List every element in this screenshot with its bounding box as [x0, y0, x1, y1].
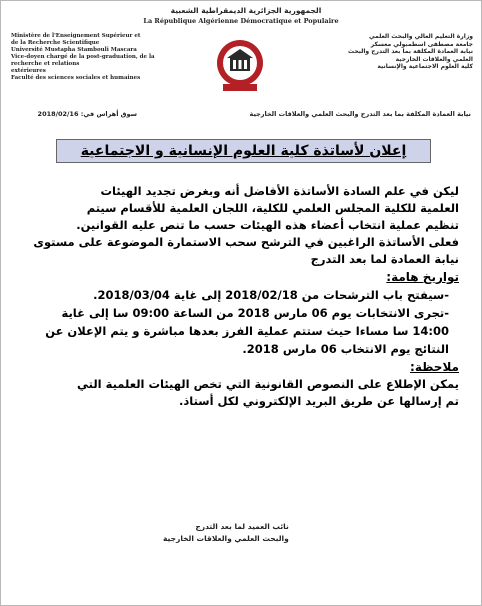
header-line: كلية العلوم الاجتماعية والإنسانية: [377, 63, 473, 70]
body-line: ليكن في علم السادة الأساتذة الأفاضل أنه وبغرض تجديد الهيئات: [100, 184, 459, 198]
header-line: نيابة العمادة المكلفة بما بعد التدرج والبحث: [347, 48, 473, 55]
body-line: فعلى الأساتذة الراغبين في الترشح سحب الاستمارة الموضوعة على مستوى: [33, 235, 459, 249]
note-line: يمكن الإطلاع على النصوص القانونية التي تخص الهيئات العلمية التي: [77, 377, 459, 391]
header-line: Université Mustapha Stambouli Mascara: [11, 47, 137, 53]
ministry-header-french: [11, 33, 161, 82]
republic-french: La République Algérienne Démocratique et Populaire: [143, 17, 339, 25]
header-line: العلمي والعلاقات الخارجية: [395, 55, 473, 63]
republic-arabic: الجمهورية الجزائرية الديمقراطية الشعبية: [170, 6, 322, 15]
candidacy-period: -سيفتح باب الترشحات من 2018/02/18 إلى غاية 2018/03/04.: [93, 288, 449, 302]
issue-date: سوق أهراس في: 2018/02/16: [37, 110, 137, 118]
election-line: -تجرى الانتخابات يوم 06 مارس 2018 من الساعة 09:00 سا إلى غاية: [61, 306, 449, 320]
university-logo: [215, 37, 265, 93]
announcement-body: [15, 183, 459, 410]
ministry-header-arabic: [333, 33, 473, 71]
header-line: de la Recherche Scientifique: [11, 40, 100, 46]
body-line: العلمية للكلية المجلس العلمي للكلية، اللجان العلمية للأقسام سيتم: [86, 201, 459, 215]
announcement-title: إعلان لأساتذة كلية العلوم الإنسانية و الاجتماعية: [56, 139, 431, 163]
election-line: 14:00 سا مساءا حيث ستتم عملية الفرز بعدها مباشرة و يتم الإعلان عن: [45, 324, 449, 338]
header-line: extérieures: [11, 68, 46, 74]
header-line: Faculté des sciences sociales et humaines: [11, 75, 141, 81]
header-line: Vice-doyen chargé de la post-graduation, de la recherche et relations: [11, 54, 155, 67]
signature-block: [163, 521, 289, 545]
header-line: Ministère de l'Enseignement Supérieur et: [11, 33, 141, 39]
header-line: جامعة مصطفى اسطمبولي معسكر: [370, 40, 473, 48]
signature-department: والبحث العلمي والعلاقات الخارجية: [163, 534, 289, 543]
signature-title: نائب العميد لما بعد التدرج: [195, 522, 289, 531]
important-dates-heading: تواريخ هامة:: [386, 270, 459, 284]
election-line: النتائج يوم الانتخاب 06 مارس 2018.: [242, 342, 449, 356]
body-line: تنظيم عملية انتخاب أعضاء هذه الهيئات حسب ما تنص عليه القوانين.: [76, 218, 459, 232]
header-line: وزارة التعليم العالي والبحث العلمي: [368, 33, 473, 40]
note-heading: ملاحظة:: [410, 360, 459, 374]
body-line: نيابة العمادة لما بعد التدرج: [310, 252, 459, 266]
note-line: تم إرسالها عن طريق البريد الإلكتروني لكل أستاذ.: [179, 394, 459, 408]
issuing-office: نيابة العمادة المكلفة بما بعد التدرج والبحث العلمي والعلاقات الخارجية: [249, 110, 471, 118]
office-date-line: [21, 110, 471, 118]
